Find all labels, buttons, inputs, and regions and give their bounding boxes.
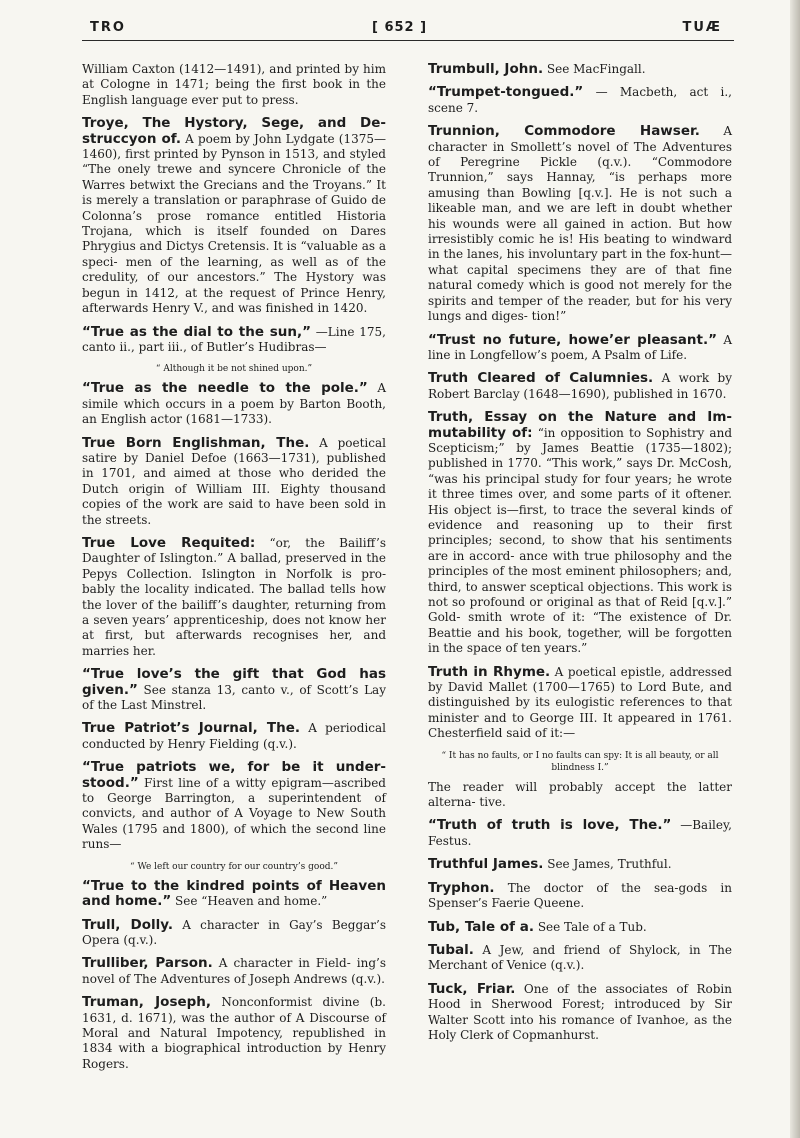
dictionary-entry (428, 85, 732, 116)
entry-headword: Trunnion, Commodore Hawser. (428, 123, 700, 140)
dictionary-entry (428, 371, 732, 402)
dictionary-entry (82, 381, 386, 427)
entry-text: —Line 175, canto ii., part iii., of Butler’s Hudibras— (82, 324, 386, 354)
entry-text: See James, Truthful. (547, 857, 672, 872)
dictionary-entry (428, 665, 732, 742)
entry-headword: Truthful James. (428, 856, 544, 873)
dictionary-entry (428, 881, 732, 912)
dictionary-entry (428, 857, 732, 872)
page-header (90, 14, 722, 40)
entry-text: A periodical conducted by Henry Fielding (q.v.). (82, 721, 387, 751)
dictionary-entry (428, 982, 732, 1044)
entry-headword: Troye, The Hystory, Sege, and De- struccyon of. (82, 115, 386, 147)
entry-headword: Tryphon. (428, 879, 495, 896)
entry-text: — Macbeth, act i., scene 7. (428, 85, 732, 115)
entry-quotation: “ We left our country for our country’s good.” (130, 861, 338, 872)
entry-headword: “Trust no future, howe’er pleasant.” (428, 331, 717, 348)
entry-text: A line in Longfellow’s poem, A Psalm of Life. (428, 332, 732, 362)
entry-text: A poetical satire by Daniel Defoe (1663—1731), published in 1701, and aimed at those who derided the Dutch origin of William III. Eighty thousand copies of the work are said to have been sold in the streets. (82, 435, 386, 527)
entry-headword: Truman, Joseph, (82, 994, 212, 1011)
entry-text: A character in Smollett’s novel of The Adventures of Peregrine Pickle (q.v.). “Commodore Trunnion,” says Hannay, “is perhaps more amusing than Bowling [q.v.]. He is not such a likeable man, and we are left in doubt whether his wounds were all gained in action. But how irresistibly comic he is! His beating to windward in the lanes, his involuntary part in the fox-hunt—what capital specimens they are of that fine natural comedy which is good not merely for the spirits and temper of the reader, but for his very lungs and diges- tion!” (428, 124, 732, 324)
entry-headword: Trull, Dolly. (82, 916, 173, 933)
entry-text: A simile which occurs in a poem by Barton Booth, an English actor (1681—1733). (82, 381, 386, 427)
entry-text: See MacFingall. (546, 62, 646, 76)
entry-text: See “Heaven and home.” (175, 894, 328, 909)
entry-text: A character in Field- ing’s novel of The Adventures of Joseph Andrews (q.v.). (82, 956, 386, 986)
dictionary-entry (82, 536, 386, 659)
dictionary-entry (82, 62, 386, 108)
entry-headword: Truth in Rhyme. (428, 663, 551, 680)
dictionary-entry (82, 721, 386, 752)
right-column (428, 62, 732, 1051)
left-column (82, 62, 386, 1080)
entry-headword: Tub, Tale of a. (428, 918, 534, 935)
dictionary-entry (428, 410, 732, 657)
entry-text: First line of a witty epigram—ascribed to George Barrington, a superintendent of convicts, and author of A Voyage to New South Wales (1795 and 1800), of which the second line runs— (82, 775, 386, 852)
entry-quotation: “ It has no faults, or I no faults can spy: It is all beauty, or all blindness I.” (441, 750, 719, 773)
dictionary-entry (428, 818, 732, 849)
entry-headword: True Patriot’s Journal, The. (82, 720, 300, 737)
header-rule (82, 40, 734, 41)
entry-text: See Tale of a Tub. (537, 919, 647, 934)
entry-headword: “True as the dial to the sun,” (82, 323, 311, 340)
dictionary-entry (428, 124, 732, 324)
dictionary-entry (82, 995, 386, 1072)
entry-headword: True Love Requited: (82, 534, 256, 551)
entry-headword: “Truth of truth is love, The.” (428, 817, 672, 834)
entry-headword: Tuck, Friar. (428, 980, 516, 997)
entry-headword: “True as the needle to the pole.” (82, 380, 368, 397)
header-right-guideword: TUÆ (682, 20, 722, 35)
entry-headword: “True patriots we, for be it under- stood.” (82, 759, 386, 791)
dictionary-entry (428, 920, 732, 935)
entry-text: A Jew, and friend of Shylock, in The Merchant of Venice (q.v.). (428, 942, 732, 973)
dictionary-entry (82, 667, 386, 713)
dictionary-entry (82, 956, 386, 987)
entry-headword: True Born Englishman, The. (82, 434, 310, 451)
dictionary-entry (82, 116, 386, 316)
entry-continuation: The reader will probably accept the latter alterna- tive. (428, 779, 732, 810)
entry-headword: Trumbull, John. (428, 61, 544, 77)
entry-headword: “True to the kindred points of Heaven and home.” (82, 877, 386, 910)
entry-headword: Tubal. (428, 941, 474, 958)
entry-headword: “True love’s the gift that God has given.” (82, 666, 386, 698)
entry-text: William Caxton (1412—1491), and printed by him at Cologne in 1471; being the first book in the English language ever put to press. (82, 62, 386, 107)
entry-text: —Bailey, Festus. (428, 818, 732, 848)
entry-quotation: “ Although it be not shined upon.” (155, 364, 313, 375)
entry-text: “in opposition to Sophistry and Scepticism;” by James Beattie (1735—1802); published in 1770. “This work,” says Dr. McCosh, “was his principal study for four years; he wrote it three times over, and some parts of it oftener. His object is—first, to trace the several kinds of evidence and reasoning up to their first principles; second, to show that his sentiments are in accord- ance with true philosophy and the principles of the most eminent philosophers; and, third, to answer sceptical objections. This work is not so profound or original as that of Reid [q.v.].” Gold- smith wrote of it: “The existence of Dr. Beattie and his book, together, will be forgotten in the space of ten years.” (428, 425, 732, 656)
entry-text: One of the associates of Robin Hood in Sherwood Forest; introduced by Sir Walter Scott into his romance of Ivanhoe, as the Holy Clerk of Copmanhurst. (428, 981, 732, 1042)
entry-text: The doctor of the sea-gods in Spenser’s Faerie Queene. (428, 880, 732, 911)
page-number: [ 652 ] (372, 20, 428, 35)
dictionary-entry (82, 760, 386, 852)
dictionary-entry (428, 62, 732, 77)
dictionary-entry (428, 943, 732, 974)
page-edge-shadow (790, 0, 800, 1138)
entry-text: See stanza 13, canto v., of Scott’s Lay of the Last Minstrel. (82, 682, 386, 713)
dictionary-entry (428, 333, 732, 364)
entry-headword: Truth, Essay on the Nature and Im- mutability of: (428, 409, 732, 441)
entry-headword: Truth Cleared of Calumnies. (428, 370, 654, 387)
dictionary-entry (82, 325, 386, 356)
dictionary-entry (82, 436, 386, 528)
entry-text: A work by Robert Barclay (1648—1690), published in 1670. (428, 371, 732, 401)
header-left-guideword: TRO (90, 20, 126, 35)
entry-text: A poetical epistle, addressed by David Mallet (1700—1765) to Lord Bute, and distinguished by its eulogistic references to that minister and to George III. It appeared in 1761. Chesterfield said of it:— (428, 664, 732, 741)
entry-headword: “Trumpet-tongued.” (428, 84, 584, 101)
dictionary-entry (82, 918, 386, 949)
entry-text: “or, the Bailiff’s Daughter of Islington.” A ballad, preserved in the Pepys Collection. Islington in Norfolk is pro- bably the locality indicated. The ballad tells how the lover of the bailiff’s daughter, returning from a seven years’ apprenticeship, does not know her at first, but afterwards recognises her, and marries her. (82, 535, 386, 658)
dictionary-entry (82, 879, 386, 910)
entry-text: A poem by John Lydgate (1375—1460), first printed by Pynson in 1513, and styled “The onely trewe and syncere Chronicle of the Warres betwixt the Grecians and the Troyans.” It is merely a translation or paraphrase of Guido de Colonna’s prose romance entitled Historia Trojana, which is itself founded on Dares Phrygius and Dictys Cretensis. It is “valuable as a speci- men of the learning, as well as of the credulity, of our ancestors.” The Hystory was begun in 1412, at the request of Prince Henry, afterwards Henry V., and was finished in 1420. (82, 131, 387, 316)
entry-text: Nonconformist divine (b. 1631, d. 1671), was the author of A Discourse of Moral and Natural Impotency, republished in 1834 with a biographical introduction by Henry Rogers. (82, 995, 386, 1071)
entry-text: A character in Gay’s Beggar’s Opera (q.v.). (82, 917, 386, 947)
entry-headword: Trulliber, Parson. (82, 955, 213, 972)
